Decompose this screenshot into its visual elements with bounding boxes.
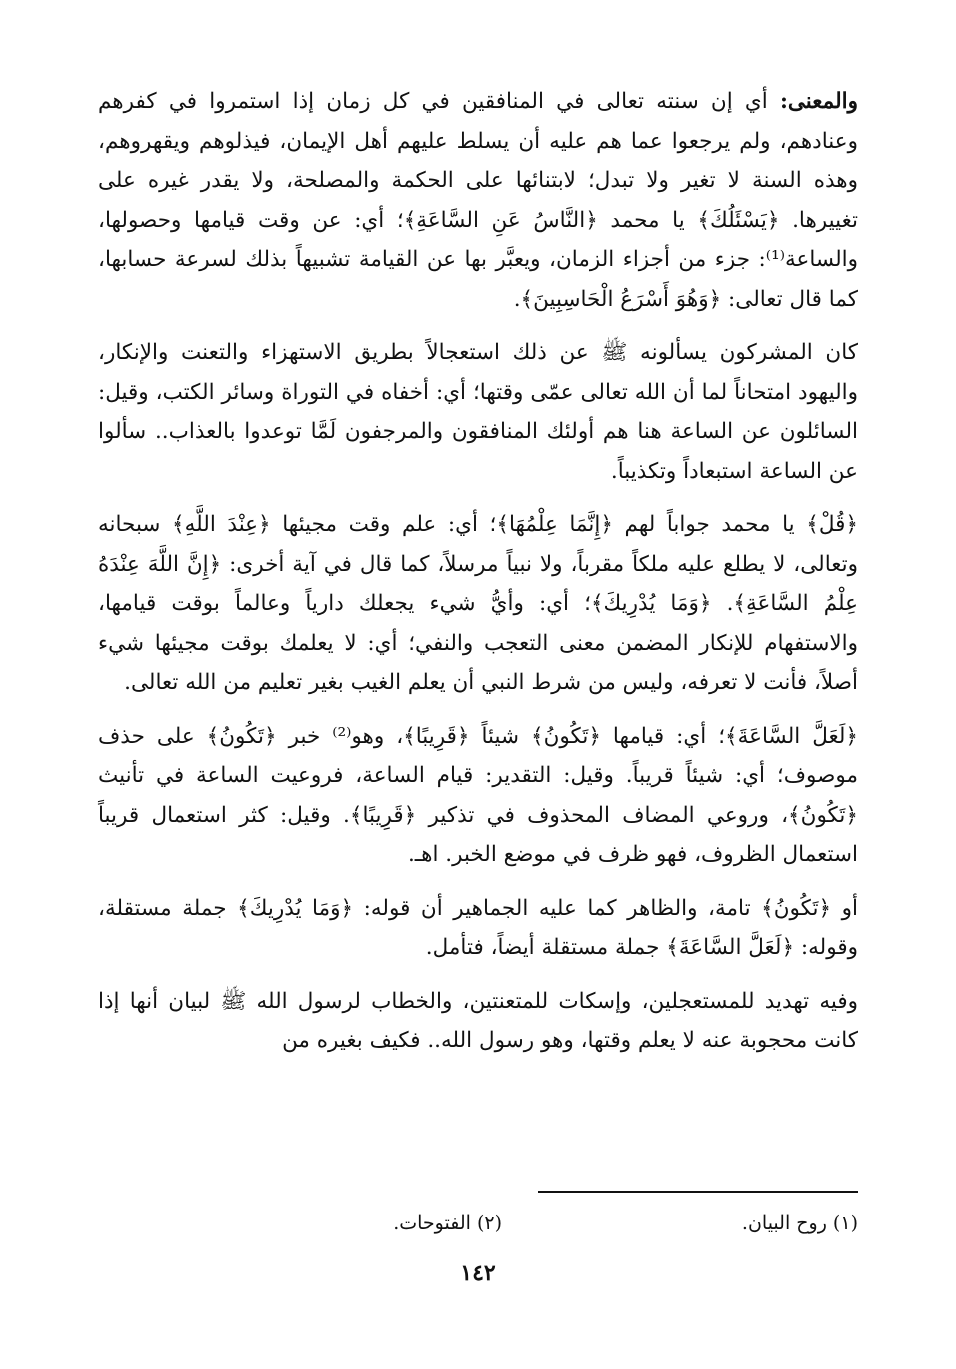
- paragraph-2: [98, 333, 858, 491]
- paragraph-text: ﴿قُلْ﴾ يا محمد جواباً لهم ﴿إِنَّمَا عِلْمُهَا﴾؛ أي: علم وقت مجيئها ﴿عِنْدَ اللَّهِ﴾ سبحانه وتعالى، لا يطلع عليه ملكاً مقرباً، ولا نبياً مرسلاً، كما قال في آية أخرى: ﴿إِنَّ اللَّهَ عِنْدَهُ عِلْمُ السَّاعَةِ﴾. ﴿وَمَا يُدْرِيكَ﴾؛ أي: وأيُّ شيء يجعلك دارياً وعالماً بوقت قيامها، والاستفهام للإنكار المضمن معنى التعجب والنفي؛ أي: لا يعلمك بوقت مجيئها شيء أصلاً، فأنت لا تعرفه، وليس من شرط النبي أن يعلم الغيب بغير تعليم من الله تعالى.: [98, 512, 858, 695]
- paragraph-text: أي إن سنته تعالى في المنافقين في كل زمان إذا استمروا في كفرهم وعنادهم، ولم يرجعوا عما هم عليه أن يسلط عليهم أهل الإيمان، فيذلوهم ويقهروهم، وهذه السنة لا تغير ولا تبدل؛ لابتنائها على الحكمة والمصلحة، ولا يقدر غيره على تغييرها. ﴿يَسْئَلُكَ﴾ يا محمد ﴿النَّاسُ عَنِ السَّاعَةِ﴾؛ أي: عن وقت قيامها وحصولها، والساعة⁽¹⁾: جزء من أجزاء الزمان، ويعبَّر بها عن القيامة تشبيهاً بذلك لسرعة حسابها، كما قال تعالى: ﴿وَهُوَ أَسْرَعُ الْحَاسِبِينَ﴾.: [98, 89, 858, 312]
- paragraph-text: وفيه تهديد للمستعجلين، وإسكات للمتعنتين، والخطاب لرسول الله ﷺ لبيان أنها إذا كانت محجوبة عنه لا يعلم وقتها، وهو رسول الله.. فكيف بغيره من: [98, 988, 858, 1053]
- paragraph-4: [98, 717, 858, 875]
- paragraph-5: [98, 889, 858, 968]
- paragraph-text: أو ﴿تَكُونُ﴾ تامة، والظاهر كما عليه الجماهير أن قوله: ﴿وَمَا يُدْرِيكَ﴾ جملة مستقلة، وقوله: ﴿لَعَلَّ السَّاعَةَ﴾ جملة مستقلة أيضاً، فتأمل.: [98, 895, 858, 960]
- paragraph-6: [98, 982, 858, 1061]
- footnote-1: (١) روح البيان.: [741, 1212, 858, 1234]
- paragraph-text: كان المشركون يسألونه ﷺ عن ذلك استعجالاً بطريق الاستهزاء والتعنت والإنكار، واليهود امتحاناً لما أن الله تعالى عمّى وقتها؛ أي: أخفاه في التوراة وسائر الكتب، وقيل: السائلون عن الساعة هنا هم أولئك المنافقون والمرجفون لَمَّا توعدوا بالعذاب.. سألوا عن الساعة استبعاداً وتكذيباً.: [98, 340, 858, 484]
- paragraph-text: ﴿لَعَلَّ السَّاعَةَ﴾؛ أي: قيامها ﴿تَكُونُ﴾ شيئاً ﴿قَرِيبًا﴾، وهو⁽²⁾ خبر ﴿تَكُونُ﴾ على حذف موصوف؛ أي: شيئاً قريباً. وقيل: التقدير: قيام الساعة، فروعيت الساعة في تأنيث ﴿تَكُونُ﴾، وروعي المضاف المحذوف في تذكير ﴿قَرِيبًا﴾. وقيل: كثر استعمال قريباً استعمال الظروف، فهو ظرف في موضع الخبر. اهـ.: [98, 723, 859, 867]
- footnote-2: (٢) الفتوحات.: [393, 1212, 502, 1234]
- paragraph-1: [98, 82, 858, 319]
- main-text: [98, 82, 858, 1075]
- footnote-divider: [538, 1191, 858, 1193]
- page-number: ١٤٢: [460, 1260, 496, 1286]
- paragraph-lead: والمعنى:: [779, 89, 858, 114]
- footnotes: [98, 1208, 858, 1238]
- paragraph-3: [98, 505, 858, 703]
